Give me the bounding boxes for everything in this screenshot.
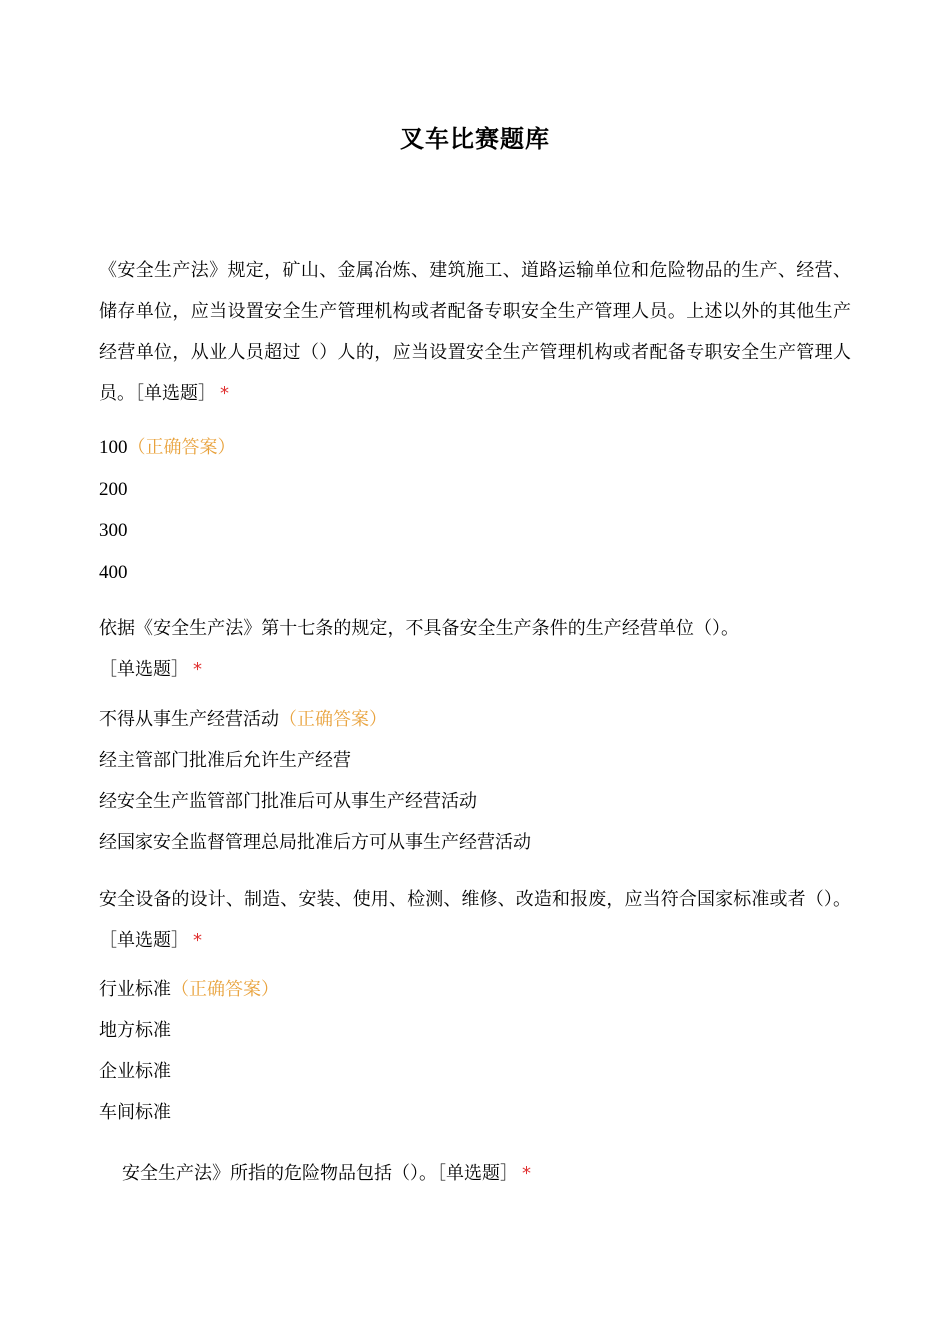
option-q1-a[interactable] — [99, 435, 236, 461]
option-label: 车间标准 — [99, 1102, 171, 1123]
required-mark: * — [193, 659, 202, 680]
option-label: 经主管部门批准后允许生产经营 — [99, 750, 351, 771]
option-label: 企业标准 — [99, 1061, 171, 1082]
option-label: 行业标准 — [99, 979, 171, 1000]
correct-answer-label: （正确答案） — [127, 437, 236, 458]
question-4 — [122, 1153, 851, 1194]
option-label: 经国家安全监督管理总局批准后方可从事生产经营活动 — [99, 832, 531, 853]
option-label: 不得从事生产经营活动 — [99, 709, 279, 730]
option-label: 100 — [99, 437, 128, 458]
required-mark: * — [193, 930, 202, 951]
required-mark: * — [522, 1163, 531, 1184]
correct-answer-label: （正确答案） — [171, 979, 279, 1000]
option-label: 经安全生产监管部门批准后可从事生产经营活动 — [99, 791, 477, 812]
correct-answer-label: （正确答案） — [279, 709, 387, 730]
option-q3-b[interactable] — [99, 1018, 171, 1044]
option-q2-a[interactable] — [99, 707, 387, 733]
question-text: 《安全生产法》规定，矿山、金属冶炼、建筑施工、道路运输单位和危险物品的生产、经营、储存单位，应当设置安全生产管理机构或者配备专职安全生产管理人员。上述以外的其他生产经营单位，从业人员超过（）人的，应当设置安全生产管理机构或者配备专职安全生产管理人员。 — [99, 260, 851, 404]
question-text: 安全设备的设计、制造、安装、使用、检测、维修、改造和报废，应当符合国家标准或者（）。 — [99, 889, 851, 910]
required-mark: * — [220, 383, 229, 404]
question-text: 依据《安全生产法》第十七条的规定，不具备安全生产条件的生产经营单位（）。 — [99, 618, 739, 639]
option-label: 400 — [99, 562, 128, 583]
option-q3-d[interactable] — [99, 1100, 171, 1126]
option-q2-b[interactable] — [99, 748, 351, 774]
question-1 — [99, 250, 851, 414]
option-q1-c[interactable] — [99, 518, 128, 544]
option-label: 200 — [99, 479, 128, 500]
option-q1-d[interactable] — [99, 560, 128, 586]
option-label: 300 — [99, 520, 128, 541]
question-text: 安全生产法》所指的危险物品包括（）。 — [122, 1163, 437, 1184]
document-title: 叉车比赛题库 — [400, 125, 550, 153]
option-q2-c[interactable] — [99, 789, 477, 815]
option-label: 地方标准 — [99, 1020, 171, 1041]
option-q3-c[interactable] — [99, 1059, 171, 1085]
option-q2-d[interactable] — [99, 830, 531, 856]
question-3 — [99, 879, 851, 961]
question-type-label: ［单选题］ — [99, 659, 189, 680]
question-type-label: ［单选题］ — [135, 383, 216, 404]
question-2 — [99, 608, 739, 690]
option-q1-b[interactable] — [99, 477, 128, 503]
option-q3-a[interactable] — [99, 977, 279, 1003]
question-type-label: ［单选题］ — [99, 930, 189, 951]
question-type-label: ［单选题］ — [437, 1163, 518, 1184]
